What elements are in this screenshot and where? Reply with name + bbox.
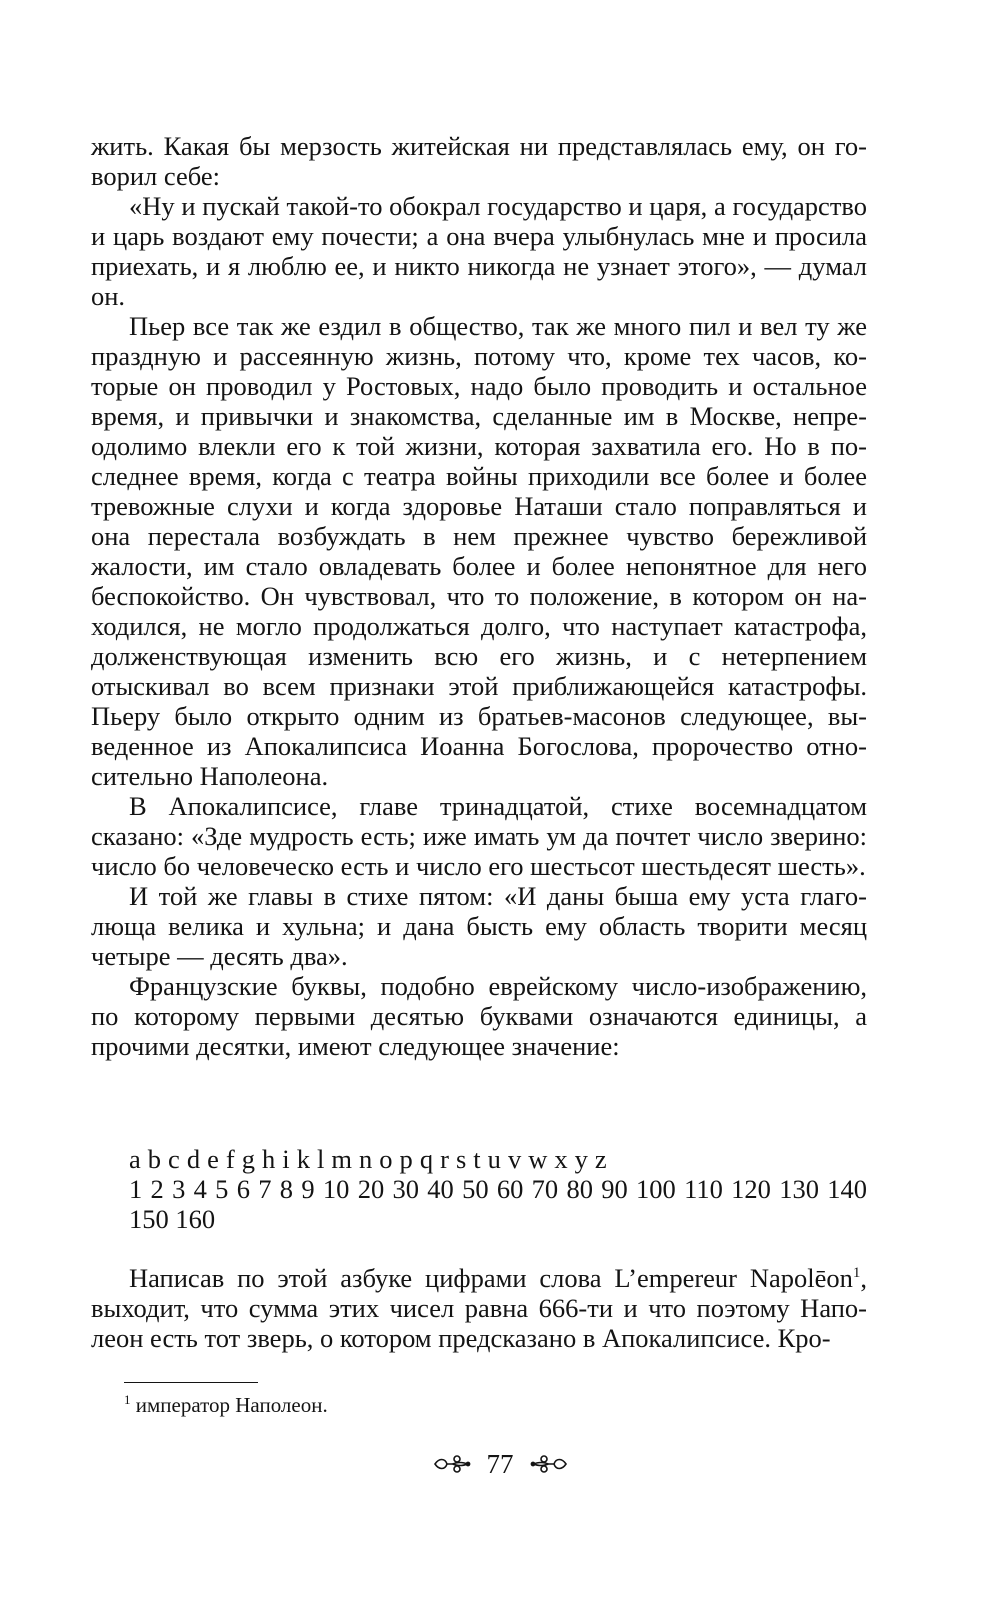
paragraph-1: жить. Какая бы мерзость житейская ни представлялась ему, он говорил себе: bbox=[91, 131, 867, 191]
paragraph-7-text-a: Написав по этой азбуке цифрами слова L’empereur Napolēon bbox=[129, 1263, 853, 1293]
cipher-letters: a b c d e f g h i k l m n o p q r s t u v w x y z bbox=[129, 1144, 607, 1174]
paragraph-2: «Ну и пускай такой-то обокрал государство и царя, а государство и царь воздают ему почести; а она вчера улыбнулась мне и просила приехать, и я люблю ее, и никто никогда не узнает этого», — думал он. bbox=[91, 191, 867, 311]
footnote bbox=[124, 1392, 724, 1418]
paragraph-7-text-b: , выходит, что сумма этих чисел равна 666-ти и что поэтому Наполеон есть тот зверь, о котором предсказано в Апокалипсисе. Кро- bbox=[91, 1263, 867, 1353]
paragraph-5: И той же главы в стихе пятом: «И даны быша ему уста глаголюща велика и хульна; и дана бысть ему область творити месяц четыре — десять два». bbox=[91, 881, 867, 971]
paragraph-6: Французские буквы, подобно еврейскому число-изображению, по которому первыми десятью буквами означаются единицы, а прочими десятки, имеют следующее значение: bbox=[91, 971, 867, 1061]
main-text bbox=[91, 131, 867, 1061]
paragraph-7 bbox=[91, 1263, 867, 1353]
ornament-left-icon bbox=[433, 1452, 471, 1476]
paragraph-4: В Апокалипсисе, главе тринадцатой, стихе восемнадцатом сказано: «Зде мудрость есть; иже имать ум да почтет число зверино: число бо человеческо есть и число его шестьсот шестьдесят шесть». bbox=[91, 791, 867, 881]
footnote-mark: 1 bbox=[124, 1392, 131, 1407]
cipher-numbers: 1 2 3 4 5 6 7 8 9 10 20 30 40 50 60 70 80 90 100 110 120 130 140 150 160 bbox=[129, 1174, 867, 1234]
page-number-block bbox=[0, 1444, 1000, 1484]
page-number: 77 bbox=[486, 1449, 514, 1479]
footnote-text: император Наполеон. bbox=[130, 1393, 328, 1417]
closing-text bbox=[91, 1263, 867, 1353]
footnote-divider bbox=[124, 1382, 258, 1383]
ornament-right-icon bbox=[530, 1452, 568, 1476]
paragraph-3: Пьер все так же ездил в общество, так же много пил и вел ту же праздную и рассеянную жизнь, потому что, кроме тех часов, которые он проводил у Ростовых, надо было проводить и остальное время, и привычки и знакомства, сделанные им в Москве, непреодолимо влекли его к той жизни, которая захватила его. Но в последнее время, когда с театра войны приходили все более и более тревожные слухи и когда здоровье Наташи стало поправляться и она перестала возбуждать в нем прежнее чувство бережливой жалости, им стало овладевать более и более непонятное для него беспокойство. Он чувствовал, что то положение, в котором он находился, не могло продолжаться долго, что наступает катастрофа, долженствующая изменить всю его жизнь, и с нетерпением отыскивал во всем признаки этой приближающейся катастрофы. Пьеру было открыто одним из братьев-масонов следующее, выведенное из Апокалипсиса Иоанна Богослова, пророчество относительно Наполеона. bbox=[91, 311, 867, 791]
letter-number-table bbox=[91, 1144, 867, 1234]
footnote-ref: 1 bbox=[852, 1265, 861, 1282]
